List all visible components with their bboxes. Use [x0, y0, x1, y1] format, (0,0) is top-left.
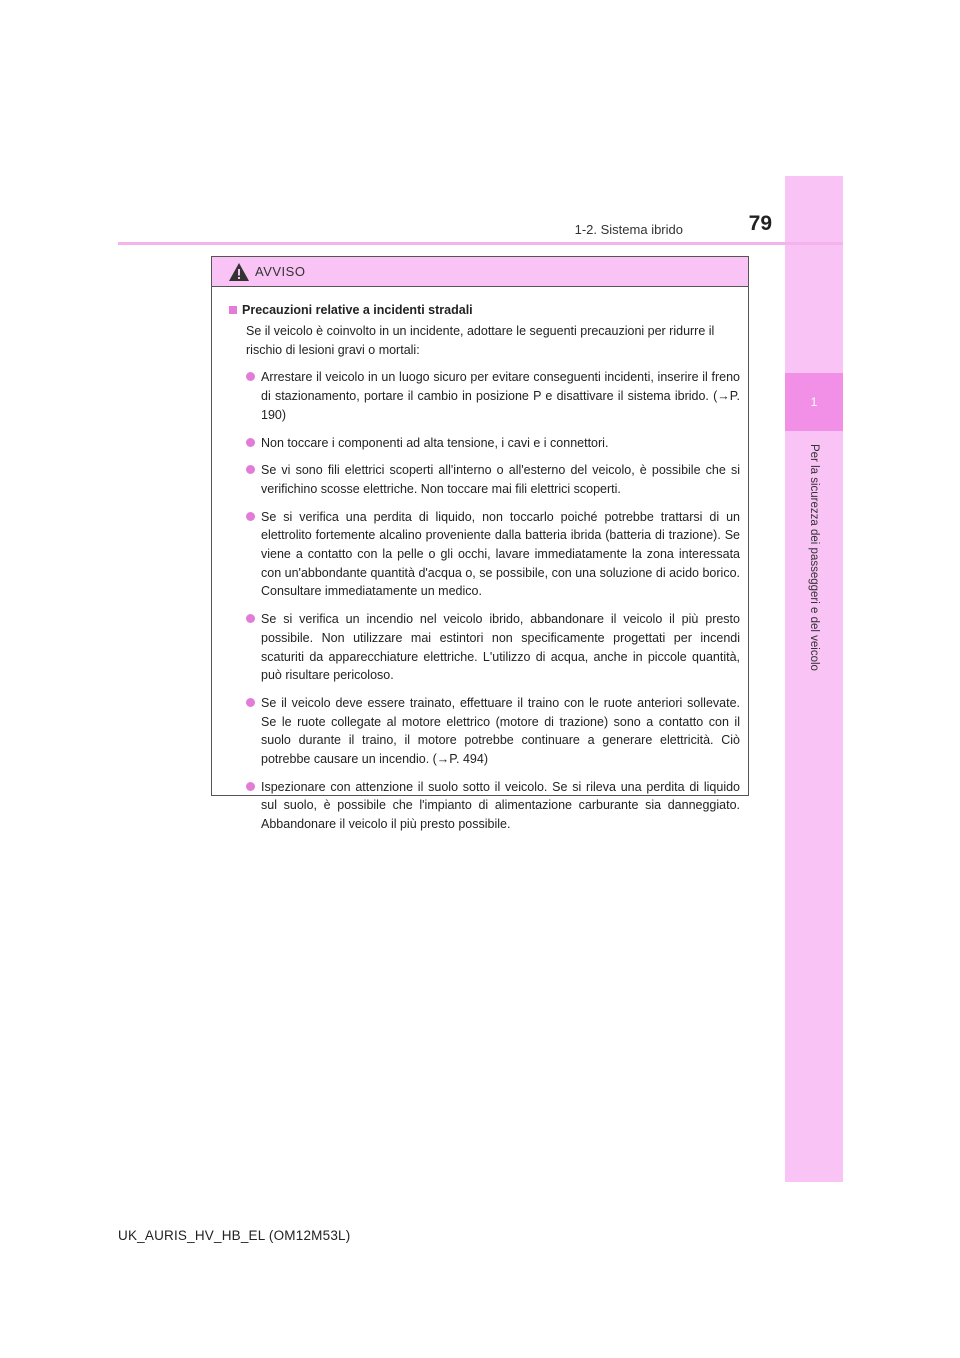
circle-bullet-icon [246, 465, 255, 474]
section-title: 1-2. Sistema ibrido [574, 222, 683, 237]
list-item [229, 508, 740, 602]
list-item [229, 461, 740, 498]
warning-triangle-icon [228, 262, 250, 282]
list-item [229, 610, 740, 685]
warning-heading-text: Precauzioni relative a incidenti stradali [242, 303, 473, 317]
warning-heading [229, 301, 740, 320]
list-item-text: Se si verifica una perdita di liquido, non toccarlo poiché potrebbe trattarsi di un elettrolito fortemente alcalino proveniente dalla batteria ibrida (batteria di trazione). Se viene a contatto con la pelle o gli occhi, lavare immediatamente la zona interessata con un'abbondante quantità d'acqua o, se possibile, con una soluzione di acido borico. Consultare immediatamente un medico. [261, 509, 740, 599]
warning-box [211, 256, 749, 832]
circle-bullet-icon [246, 782, 255, 791]
circle-bullet-icon [246, 698, 255, 707]
circle-bullet-icon [246, 372, 255, 381]
circle-bullet-icon [246, 512, 255, 521]
warning-header [212, 257, 748, 287]
page-number: 79 [748, 212, 772, 235]
list-item [229, 694, 740, 769]
list-item [229, 778, 740, 834]
circle-bullet-icon [246, 614, 255, 623]
list-item-text: Se si verifica un incendio nel veicolo ibrido, abbandonare il veicolo il più presto possibile. Non utilizzare mai estintori non specificamente progettati per incendi scaturiti da apparecchiature elettriche. L'utilizzo di acqua, anche in piccole quantità, può risultare pericoloso. [261, 612, 740, 683]
square-bullet-icon [229, 306, 237, 314]
list-item-text: Arrestare il veicolo in un luogo sicuro per evitare conseguenti incidenti, inserire il freno di stazionamento, portare il cambio in posizione P e disattivare il sistema ibrido. (→P. 190) [261, 370, 740, 422]
list-item-text: Se il veicolo deve essere trainato, effettuare il traino con le ruote anteriori sollevate. Se le ruote collegate al motore elettrico (motore di trazione) sono a contatto con il suolo durante il traino, il motore potrebbe continuare a generare elettricità. Ciò potrebbe causare un incendio. (→P. 494) [261, 695, 740, 767]
circle-bullet-icon [246, 438, 255, 447]
list-item-text: Ispezionare con attenzione il suolo sotto il veicolo. Se si rileva una perdita di liquido sul suolo, è possibile che l'impianto di alimentazione carburante sia danneggiato. Abbandonare il veicolo il più presto possibile. [261, 779, 740, 832]
footer-document-code: UK_AURIS_HV_HB_EL (OM12M53L) [118, 1228, 351, 1243]
side-tab-chapter-label: Per la sicurezza dei passeggeri e del veicolo [808, 444, 820, 671]
list-item [229, 434, 740, 453]
warning-body [212, 287, 748, 834]
list-item-text: Non toccare i componenti ad alta tensione, i cavi e i connettori. [261, 435, 609, 450]
header-rule [118, 242, 843, 245]
warning-title: AVVISO [255, 264, 306, 279]
list-item-text: Se vi sono fili elettrici scoperti all'interno o all'esterno del veicolo, è possibile che si verifichino scosse elettriche. Non toccare mai fili elettrici scoperti. [261, 463, 740, 496]
list-item [229, 368, 740, 424]
warning-intro: Se il veicolo è coinvolto in un incidente, adottare le seguenti precauzioni per ridurre il rischio di lesioni gravi o mortali: [246, 324, 715, 357]
side-tab-chapter-number: 1 [785, 373, 843, 431]
